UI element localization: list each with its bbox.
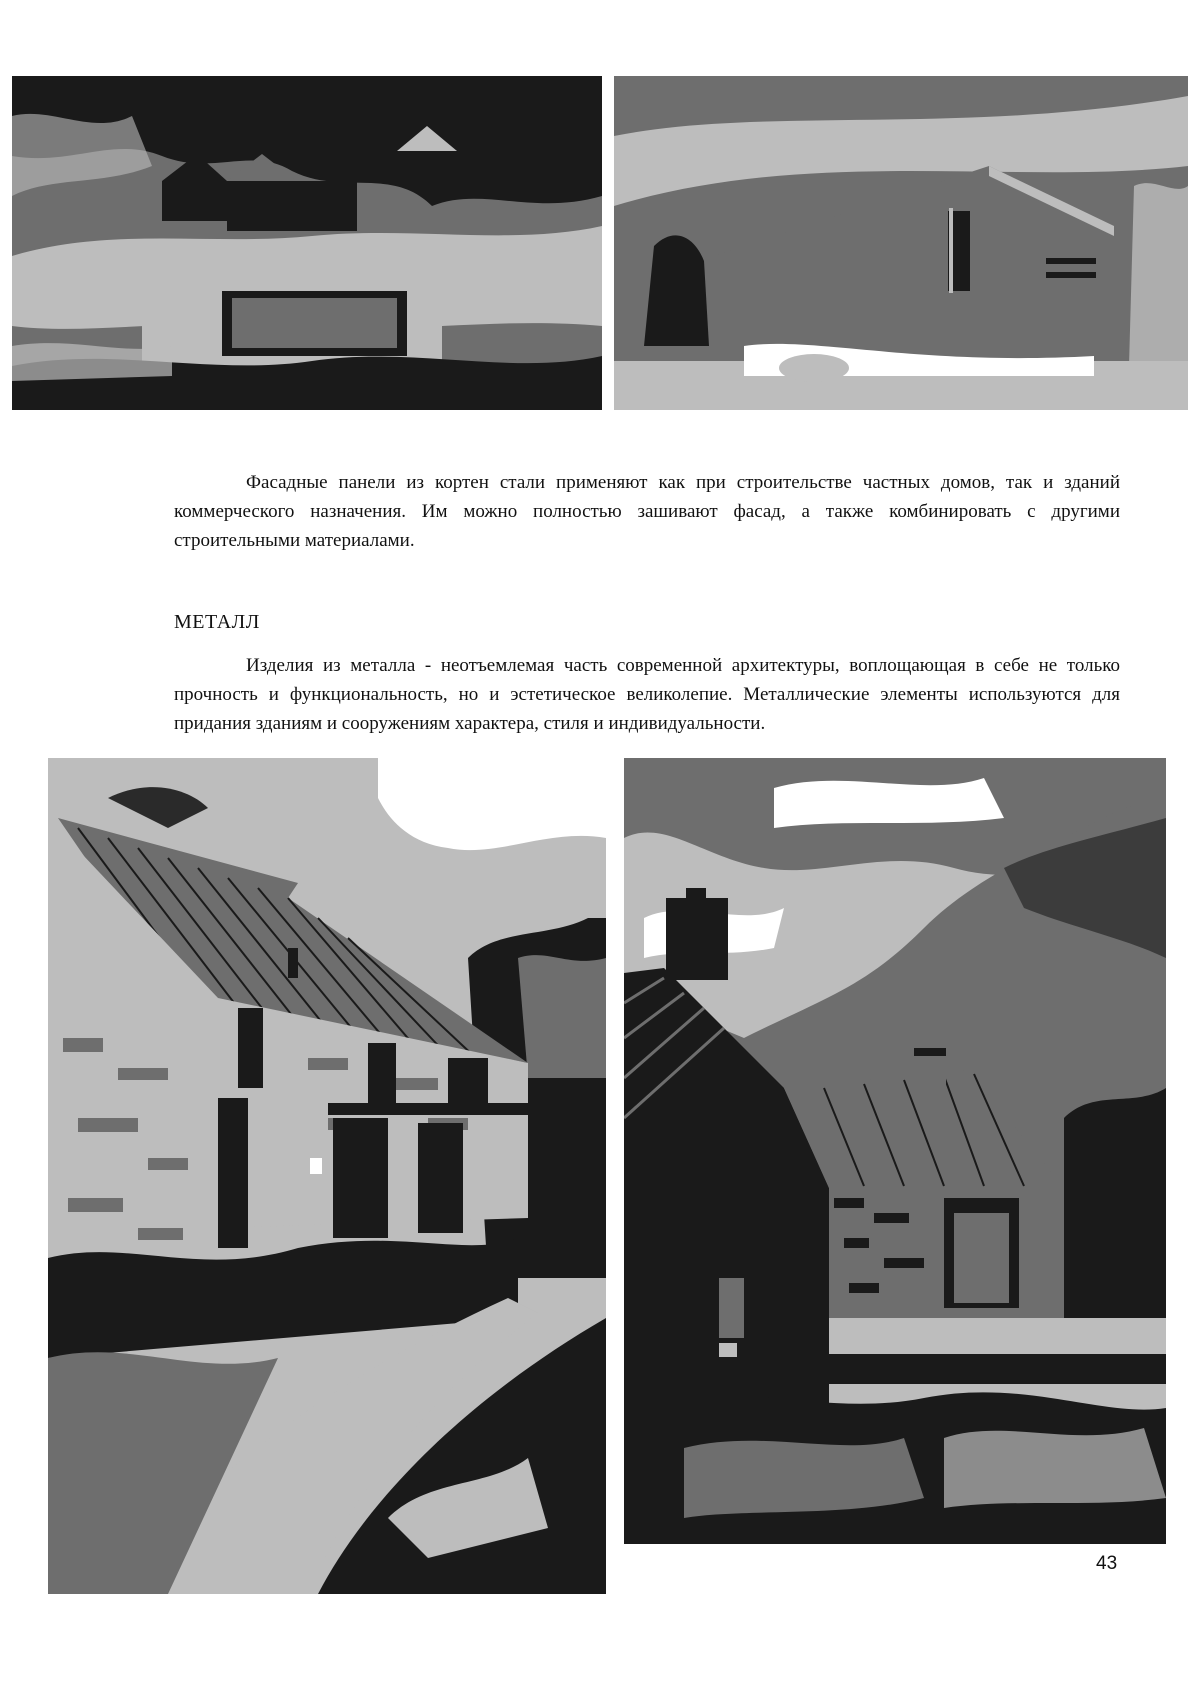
section-heading: МЕТАЛЛ <box>174 611 260 633</box>
paragraph-metal <box>174 651 1120 738</box>
photo-corten-barn-house <box>614 76 1188 410</box>
paragraph-corten-panels <box>174 468 1120 555</box>
photo-timber-house-mountains <box>624 758 1166 1544</box>
page-number: 43 <box>1096 1553 1118 1574</box>
photo-stone-house-metal-roof <box>48 758 606 1594</box>
paragraph-corten-panels-text: Фасадные панели из кортен стали применяют как при строительстве частных домов, так и зданий коммерческого назначения. Им можно полностью зашивают фасад, а также комбинировать с другими строительными материалами. <box>174 472 1120 551</box>
photo-hillside-cabins <box>12 76 602 410</box>
paragraph-metal-text: Изделия из металла - неотъемлемая часть современной архитектуры, воплощающая в себе не только прочность и функциональность, но и эстетическое великолепие. Металлические элементы используются для придания зданиям и сооружениям характера, стиля и индивидуальности. <box>174 655 1120 734</box>
